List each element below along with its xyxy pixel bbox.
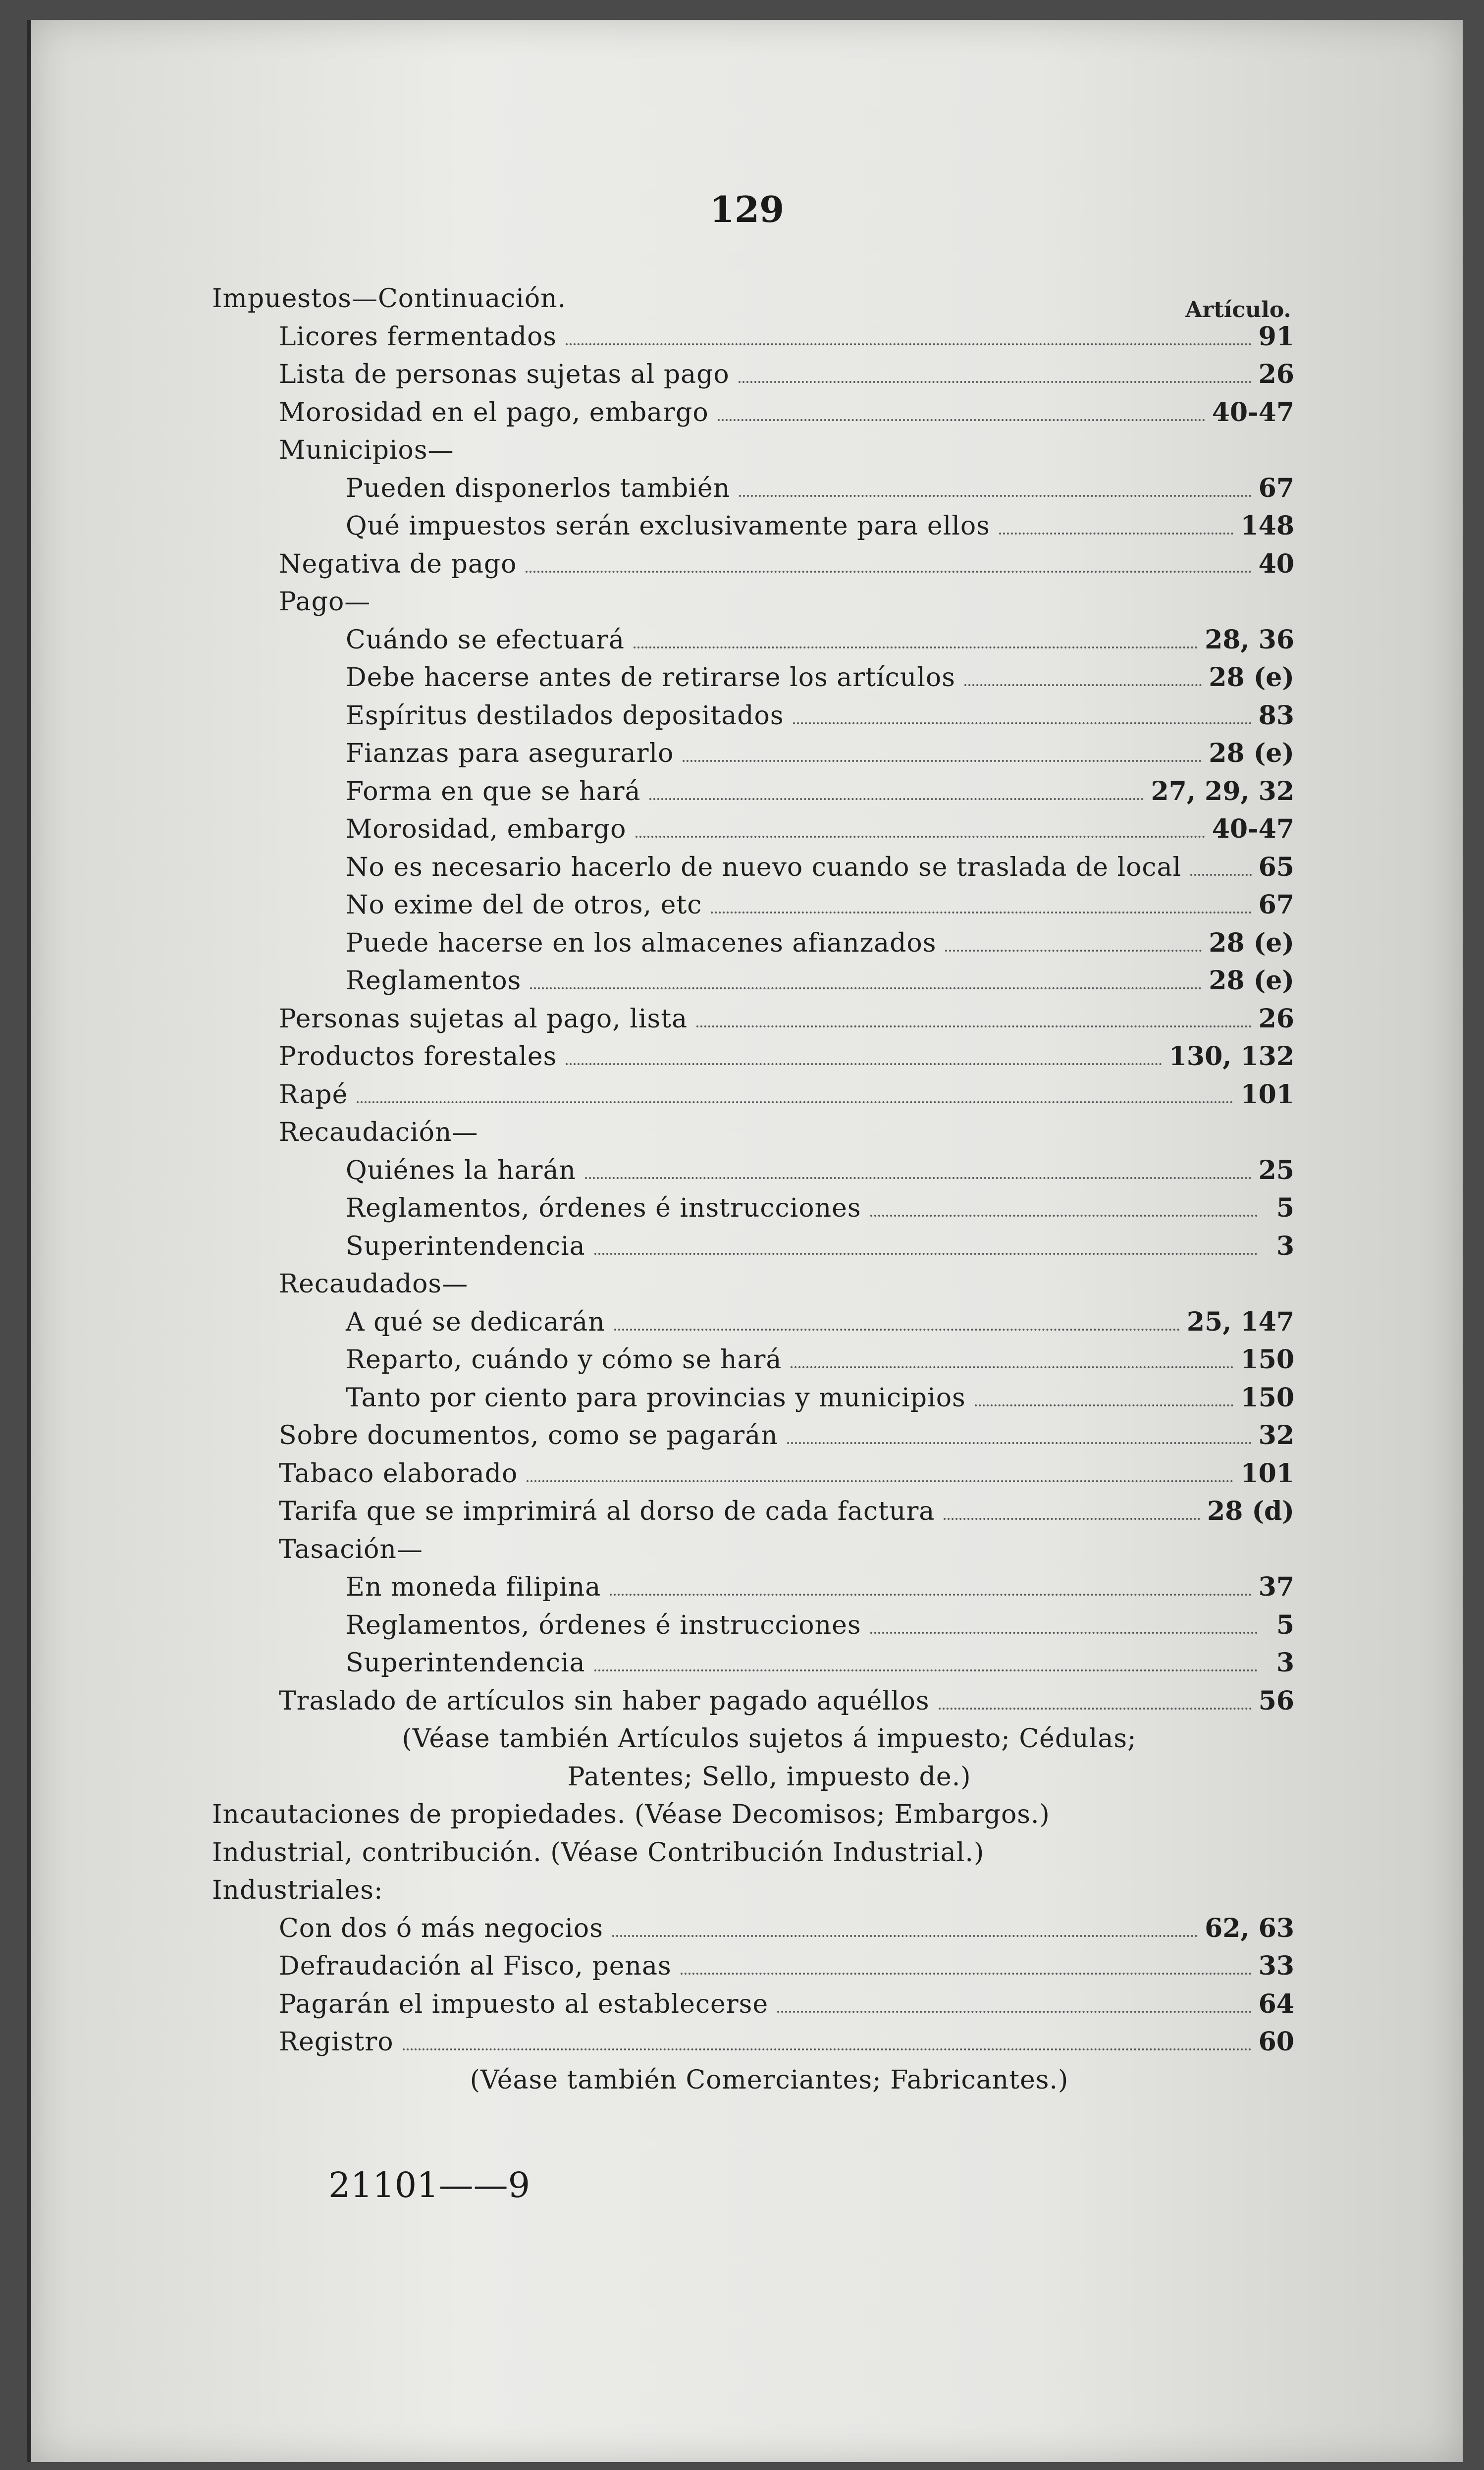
- entry-label: Sobre documentos, como se pagarán: [279, 1421, 778, 1450]
- dot-leader: [612, 1935, 1198, 1937]
- entry-label: Reparto, cuándo y cómo se hará: [346, 1345, 782, 1375]
- dot-leader: [610, 1594, 1251, 1596]
- index-entry: [185, 1341, 1294, 1379]
- dot-leader: [566, 343, 1252, 345]
- entry-label: Debe hacerse antes de retirarse los artículos: [346, 663, 955, 693]
- index-note: [185, 1720, 1294, 1758]
- article-number: 83: [1258, 700, 1294, 731]
- index-entry: [185, 280, 1294, 318]
- index-entry: [185, 1303, 1294, 1342]
- dot-leader: [403, 2048, 1252, 2050]
- article-number: 26: [1258, 359, 1294, 389]
- index-entry: [185, 1947, 1294, 1986]
- dot-leader: [634, 646, 1198, 648]
- entry-label: Registro: [279, 2027, 394, 2057]
- index-entry: [185, 1038, 1294, 1076]
- article-number: 28 (e): [1209, 966, 1294, 996]
- index-entry: [185, 1152, 1294, 1190]
- entry-label: Traslado de artículos sin haber pagado aquéllos: [279, 1686, 930, 1716]
- dot-leader: [357, 1101, 1233, 1103]
- dot-leader: [787, 1442, 1252, 1444]
- entry-label: Pagarán el impuesto al establecerse: [279, 1989, 769, 2019]
- entry-label: (Véase también Artículos sujetos á impuesto; Cédulas;: [402, 1724, 1137, 1754]
- index-note: [185, 1758, 1294, 1796]
- entry-label: En moneda filipina: [346, 1572, 601, 1602]
- article-number: 40-47: [1212, 814, 1294, 844]
- entry-label: Industrial, contribución. (Véase Contribución Industrial.): [212, 1837, 985, 1868]
- dot-leader: [777, 2011, 1252, 2013]
- entry-label: Puede hacerse en los almacenes afianzados: [346, 928, 937, 958]
- dot-leader: [739, 495, 1251, 497]
- entry-label: Rapé: [279, 1079, 348, 1110]
- dot-leader: [939, 1708, 1252, 1710]
- dot-leader: [999, 533, 1234, 535]
- entry-label: Reglamentos, órdenes é instrucciones: [346, 1610, 861, 1640]
- article-number: 67: [1258, 890, 1294, 920]
- article-number: 28 (e): [1209, 738, 1294, 768]
- dot-leader: [870, 1215, 1258, 1217]
- entry-label: Recaudación—: [279, 1118, 478, 1147]
- dot-leader: [681, 1973, 1252, 1975]
- entry-label: Tarifa que se imprimirá al dorso de cada factura: [279, 1497, 935, 1526]
- dot-leader: [649, 798, 1144, 800]
- dot-leader: [791, 1366, 1233, 1368]
- article-number: 65: [1258, 852, 1294, 882]
- article-number: 33: [1258, 1951, 1294, 1981]
- entry-label: Quiénes la harán: [346, 1155, 577, 1185]
- article-number: 150: [1240, 1344, 1294, 1375]
- article-number: 91: [1258, 321, 1294, 352]
- index-entry: [185, 1834, 1294, 1872]
- dot-leader: [739, 381, 1252, 383]
- entry-label: Reglamentos: [346, 966, 522, 996]
- index-entry: [185, 470, 1294, 508]
- index-entry: [185, 1872, 1294, 1910]
- index-entry: [185, 621, 1294, 659]
- index-entry: [185, 1228, 1294, 1266]
- index-entry: [185, 356, 1294, 394]
- entry-label: A qué se dedicarán: [346, 1307, 605, 1337]
- dot-leader: [711, 912, 1251, 913]
- entry-label: Tasación—: [279, 1534, 423, 1564]
- entry-label: Impuestos—Continuación.: [212, 284, 567, 314]
- article-number: 5: [1276, 1193, 1294, 1223]
- index-entry: [185, 849, 1294, 887]
- index-entry: [185, 735, 1294, 773]
- article-number: 150: [1240, 1382, 1294, 1413]
- entry-label: Productos forestales: [279, 1042, 557, 1072]
- article-number: 3: [1276, 1648, 1294, 1678]
- article-number: 3: [1276, 1231, 1294, 1261]
- index-entry: [185, 1379, 1294, 1417]
- article-number: 101: [1240, 1458, 1294, 1489]
- dot-leader: [530, 987, 1202, 989]
- index-entry: [185, 1114, 1294, 1152]
- article-number: 60: [1258, 2027, 1294, 2057]
- index-entry: [185, 1682, 1294, 1720]
- dot-leader: [614, 1329, 1180, 1331]
- article-number: 28 (e): [1209, 662, 1294, 693]
- index-entry: [185, 2023, 1294, 2061]
- index-entry: [185, 1796, 1294, 1834]
- entry-label: Negativa de pago: [279, 549, 517, 579]
- dot-leader: [870, 1632, 1258, 1634]
- article-number: 25: [1258, 1155, 1294, 1185]
- index-entry: [185, 1189, 1294, 1228]
- entry-label: Qué impuestos serán exclusivamente para ellos: [346, 511, 990, 541]
- index-entry: [185, 1644, 1294, 1682]
- index-entry: [185, 1455, 1294, 1493]
- index-entry: [185, 1076, 1294, 1114]
- dot-leader: [945, 950, 1202, 952]
- article-number: 28 (e): [1209, 927, 1294, 958]
- entry-label: Fianzas para asegurarlo: [346, 739, 674, 768]
- index-entry: [185, 318, 1294, 356]
- article-number: 101: [1240, 1079, 1294, 1110]
- dot-leader: [526, 571, 1251, 573]
- entry-label: Morosidad, embargo: [346, 814, 627, 844]
- entry-label: Municipios—: [279, 435, 454, 465]
- entry-label: No exime del de otros, etc: [346, 890, 702, 920]
- entry-label: Superintendencia: [346, 1231, 585, 1261]
- article-number: 148: [1240, 511, 1294, 541]
- index-entry: [185, 1986, 1294, 2024]
- index-list: [185, 280, 1294, 2099]
- dot-leader: [566, 1063, 1162, 1065]
- dot-leader: [683, 760, 1202, 762]
- dot-leader: [696, 1025, 1252, 1027]
- entry-label: Tabaco elaborado: [279, 1458, 518, 1489]
- article-number: 130, 132: [1168, 1041, 1294, 1072]
- dot-leader: [975, 1404, 1234, 1406]
- page-number: 129: [709, 188, 785, 230]
- article-number: 67: [1258, 473, 1294, 503]
- index-entry: [185, 773, 1294, 811]
- entry-label: Licores fermentados: [279, 322, 557, 352]
- entry-label: Personas sujetas al pago, lista: [279, 1004, 688, 1034]
- entry-label: Pueden disponerlos también: [346, 473, 731, 503]
- article-number: 28 (d): [1207, 1496, 1294, 1526]
- index-entry: [185, 545, 1294, 584]
- index-entry: [185, 924, 1294, 963]
- article-number: 26: [1258, 1003, 1294, 1034]
- article-number: 62, 63: [1205, 1913, 1294, 1943]
- page-footer: 21101——9: [328, 2165, 530, 2205]
- entry-label: Patentes; Sello, impuesto de.): [567, 1762, 971, 1792]
- dot-leader: [964, 684, 1202, 686]
- article-number: 25, 147: [1186, 1306, 1294, 1337]
- index-entry: [185, 394, 1294, 432]
- entry-label: (Véase también Comerciantes; Fabricantes.): [470, 2065, 1069, 2095]
- index-entry: [185, 1417, 1294, 1455]
- dot-leader: [527, 1480, 1233, 1482]
- book-page: [27, 20, 1463, 2462]
- column-header: Artículo.: [1185, 297, 1291, 322]
- index-entry: [185, 810, 1294, 849]
- entry-label: Espíritus destilados depositados: [346, 700, 784, 731]
- entry-label: No es necesario hacerlo de nuevo cuando se traslada de local: [346, 852, 1182, 882]
- index-entry: [185, 659, 1294, 697]
- article-number: 28, 36: [1205, 624, 1294, 655]
- entry-label: Morosidad en el pago, embargo: [279, 397, 709, 428]
- entry-label: Lista de personas sujetas al pago: [279, 360, 730, 389]
- entry-label: Incautaciones de propiedades. (Véase Decomisos; Embargos.): [212, 1800, 1050, 1829]
- index-entry: [185, 1265, 1294, 1303]
- entry-label: Recaudados—: [279, 1269, 469, 1299]
- entry-label: Forma en que se hará: [346, 776, 641, 806]
- index-entry: [185, 1568, 1294, 1607]
- article-number: 5: [1276, 1610, 1294, 1640]
- article-number: 37: [1258, 1572, 1294, 1602]
- index-entry: [185, 507, 1294, 545]
- article-number: 56: [1258, 1685, 1294, 1716]
- index-entry: [185, 1493, 1294, 1531]
- dot-leader: [636, 836, 1205, 838]
- article-number: 40-47: [1212, 397, 1294, 428]
- index-entry: [185, 886, 1294, 924]
- dot-leader: [594, 1253, 1258, 1255]
- entry-label: Cuándo se efectuará: [346, 625, 625, 655]
- index-entry: [185, 1607, 1294, 1645]
- dot-leader: [594, 1669, 1258, 1671]
- index-entry: [185, 431, 1294, 470]
- article-number: 40: [1258, 548, 1294, 579]
- dot-leader: [1190, 874, 1251, 876]
- entry-label: Industriales:: [212, 1876, 383, 1905]
- entry-label: Con dos ó más negocios: [279, 1913, 603, 1943]
- index-entry: [185, 697, 1294, 735]
- index-entry: [185, 1910, 1294, 1948]
- entry-label: Tanto por ciento para provincias y municipios: [346, 1383, 966, 1413]
- index-entry: [185, 962, 1294, 1000]
- dot-leader: [944, 1518, 1200, 1520]
- entry-label: Reglamentos, órdenes é instrucciones: [346, 1193, 861, 1223]
- article-number: 32: [1258, 1420, 1294, 1450]
- entry-label: Superintendencia: [346, 1648, 585, 1678]
- entry-label: Pago—: [279, 587, 371, 617]
- index-note: [185, 2061, 1294, 2099]
- dot-leader: [793, 722, 1252, 724]
- article-number: 27, 29, 32: [1151, 776, 1294, 806]
- dot-leader: [585, 1177, 1252, 1179]
- index-entry: [185, 583, 1294, 621]
- index-entry: [185, 1000, 1294, 1038]
- dot-leader: [718, 419, 1205, 421]
- index-entry: [185, 1531, 1294, 1569]
- entry-label: Defraudación al Fisco, penas: [279, 1951, 672, 1981]
- article-number: 64: [1258, 1988, 1294, 2019]
